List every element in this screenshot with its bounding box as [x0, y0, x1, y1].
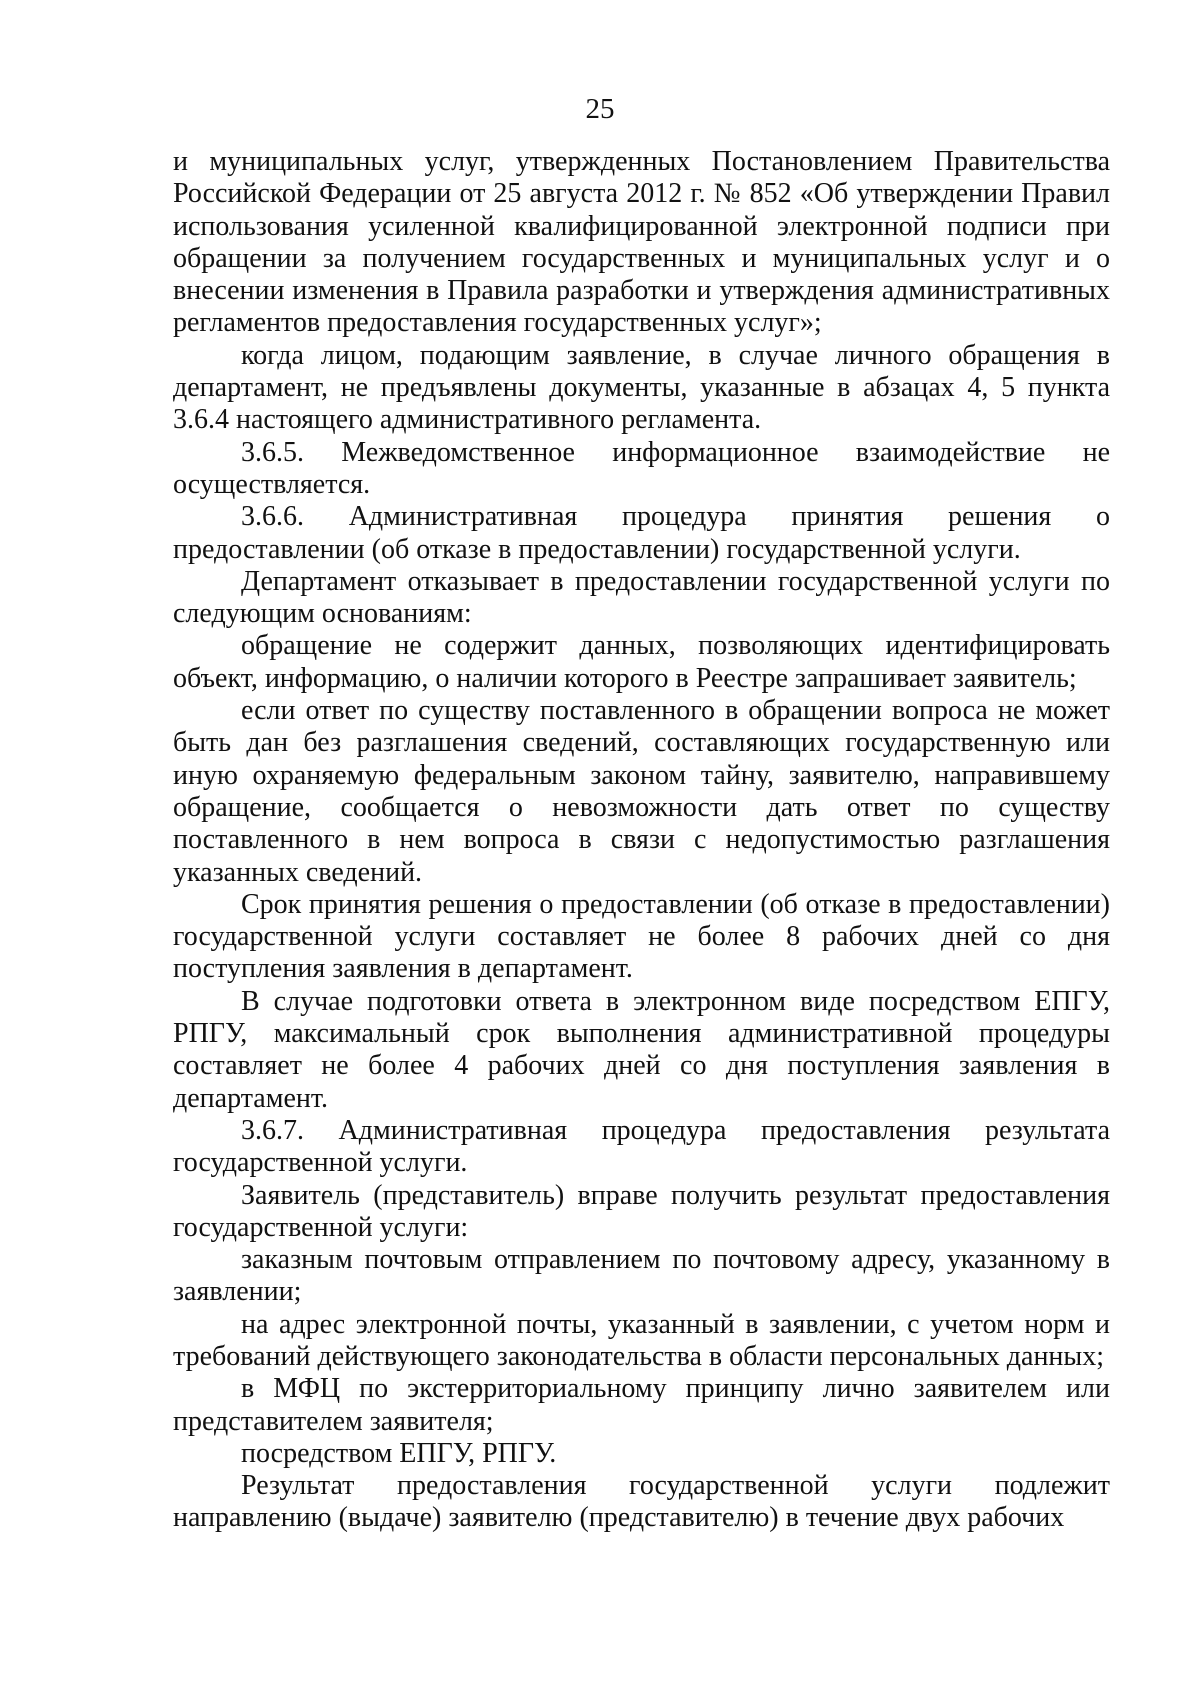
- list-item-epgu: посредством ЕПГУ, РПГУ.: [241, 1437, 557, 1469]
- paragraph-continuation: и муниципальных услуг, утвержденных Постановлением Правительства Российской Федерации от 25 августа 2012 г. № 852 «Об утверждении Правил использования усиленной квалифицированной электронной подписи при обращении за получением государственных и муниципальных услуг и о внесении изменения в Правила разработки и утверждения административных регламентов предоставления государственных услуг»;: [173, 146, 1110, 339]
- list-item-email: на адрес электронной почты, указанный в заявлении, с учетом норм и требований действующего законодательства в области персональных данных;: [173, 1308, 1110, 1372]
- paragraph-result-delivery: Результат предоставления государственной услуги подлежит направлению (выдаче) заявителю (представителю) в течение двух рабочих: [173, 1470, 1110, 1534]
- list-item-mfc: в МФЦ по экстерриториальному принципу лично заявителем или представителем заявителя;: [173, 1373, 1110, 1437]
- paragraph-refusal-grounds: Департамент отказывает в предоставлении государственной услуги по следующим основаниям:: [173, 565, 1110, 630]
- paragraph-no-identifying-data: обращение не содержит данных, позволяющих идентифицировать объект, информацию, о наличии которого в Реестре запрашивает заявитель;: [173, 630, 1110, 694]
- paragraph-decision-deadline: Срок принятия решения о предоставлении (об отказе в предоставлении) государственной услуги составляет не более 8 рабочих дней со дня поступления заявления в департамент.: [173, 888, 1110, 985]
- document-body: [173, 146, 1110, 1535]
- paragraph-3-6-7: 3.6.7. Административная процедура предоставления результата государственной услуги.: [173, 1114, 1110, 1179]
- list-item-registered-mail: заказным почтовым отправлением по почтовому адресу, указанному в заявлении;: [173, 1244, 1110, 1308]
- page-number: 25: [585, 93, 615, 125]
- paragraph-3-6-5: 3.6.5. Межведомственное информационное взаимодействие не осуществляется.: [173, 436, 1110, 500]
- paragraph-state-secret: если ответ по существу поставленного в обращении вопроса не может быть дан без разглашения сведений, составляющих государственную или иную охраняемую федеральным законом тайну, заявителю, направившему обращение, сообщается о невозможности дать ответ по существу поставленного в нем вопроса в связи с недопустимостью разглашения указанных сведений.: [173, 695, 1110, 888]
- paragraph-electronic-deadline: В случае подготовки ответа в электронном виде посредством ЕПГУ, РПГУ, максимальный срок выполнения административной процедуры составляет не более 4 рабочих дней со дня поступления заявления в департамент.: [173, 985, 1110, 1114]
- paragraph-3-6-6: 3.6.6. Административная процедура принятия решения о предоставлении (об отказе в предоставлении) государственной услуги.: [173, 501, 1110, 565]
- paragraph-result-ways: Заявитель (представитель) вправе получить результат предоставления государственной услуги:: [173, 1179, 1110, 1243]
- paragraph-documents-not-presented: когда лицом, подающим заявление, в случае личного обращения в департамент, не предъявлены документы, указанные в абзацах 4, 5 пункта 3.6.4 настоящего административного регламента.: [173, 339, 1110, 436]
